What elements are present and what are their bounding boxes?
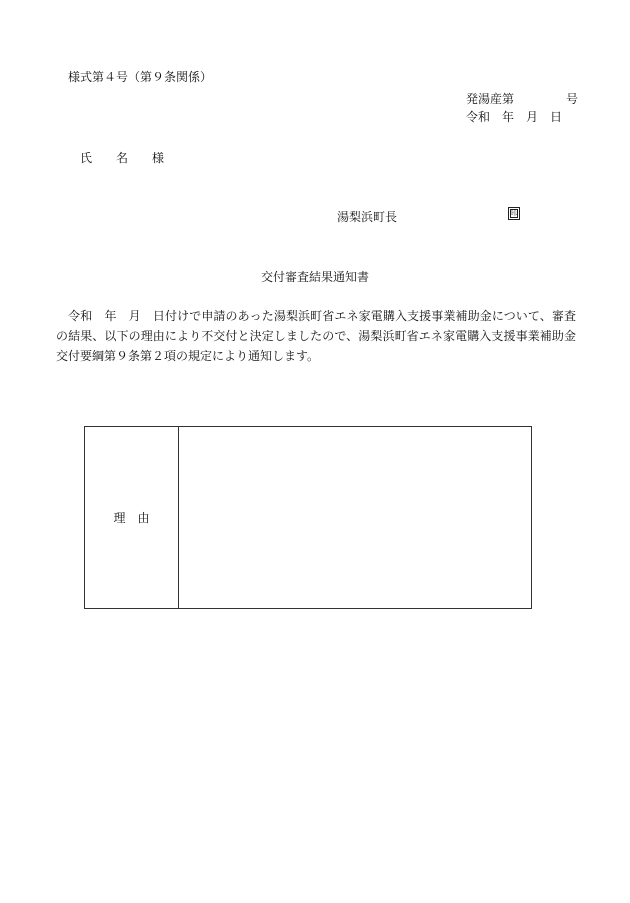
seal-text: 印 xyxy=(511,209,518,217)
seal-stamp-icon xyxy=(508,207,520,220)
issue-date: 令和 年 月 日 xyxy=(466,110,563,124)
document-title: 交付審査結果通知書 xyxy=(260,270,369,284)
recipient-name: 氏 名 様 xyxy=(80,151,165,165)
reason-label-text: 理 由 xyxy=(113,511,150,525)
issue-number-prefix: 発湯産第 xyxy=(466,92,515,106)
reason-table xyxy=(84,426,532,609)
form-label: 様式第４号（第９条関係） xyxy=(68,70,213,84)
sender-name: 湯梨浜町長 xyxy=(337,210,398,224)
reason-content-cell xyxy=(179,427,531,608)
reason-label xyxy=(85,427,178,608)
issue-number-suffix: 号 xyxy=(566,92,579,106)
body-paragraph: 令和 年 月 日付けで申請のあった湯梨浜町省エネ家電購入支援事業補助金について、審査の結果、以下の理由により不交付と決定しましたので、湯梨浜町省エネ家電購入支援事業補助金交付要綱第９条第２項の規定により通知します。 xyxy=(56,309,576,363)
issue-number xyxy=(466,92,578,106)
